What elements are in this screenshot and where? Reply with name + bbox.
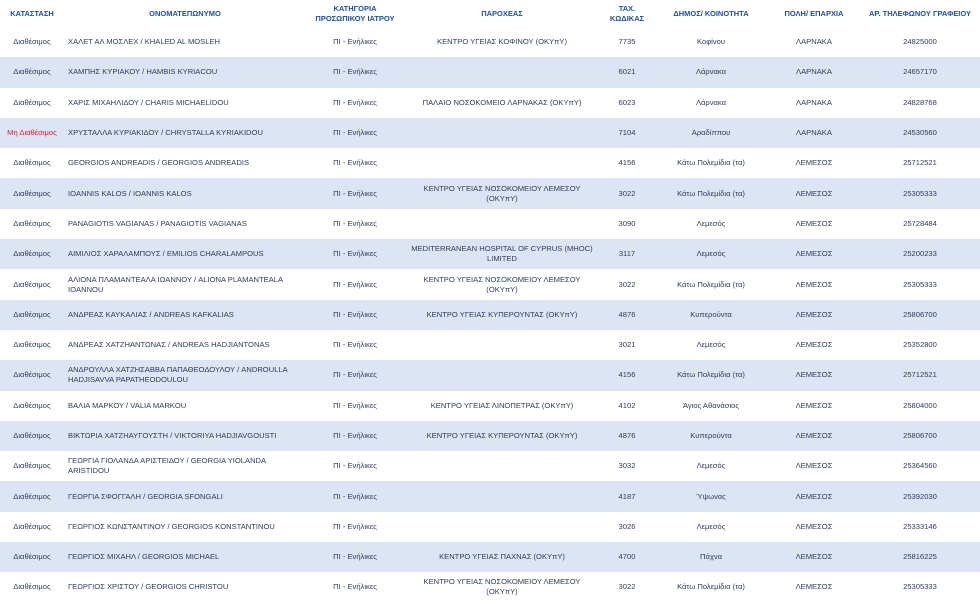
category-cell: ΠΙ - Ενήλικες bbox=[306, 178, 404, 208]
municipality-cell: Λεμεσός bbox=[696, 461, 726, 471]
postal-code-cell: 4187 bbox=[600, 481, 654, 511]
name-cell: ΑΝΔΡΕΑΣ ΚΑΥΚΑΛΙΑΣ / ANDREAS KAFKALIAS bbox=[64, 300, 306, 330]
name-cell: ΒΑΛΙΑ ΜΑΡΚΟΥ / VALIA MARKOU bbox=[68, 400, 187, 410]
postal-code-cell: 6023 bbox=[618, 97, 636, 107]
postal-code-cell: 4156 bbox=[600, 360, 654, 390]
category-cell: ΠΙ - Ενήλικες bbox=[333, 158, 377, 168]
status-cell: Διαθέσιμος bbox=[13, 582, 51, 592]
status-cell: Διαθέσιμος bbox=[0, 178, 64, 208]
phone-cell: 25305333 bbox=[860, 178, 980, 208]
postal-code-cell: 6021 bbox=[600, 57, 654, 87]
name-cell: ΑΛΙΟΝΑ ΠΛΑΜΑΝΤΕΑΛΑ ΙΩΑΝΝΟΥ / ALIONA PLAMANTEALA IOANNOU bbox=[68, 274, 283, 294]
municipality-cell: Κοφίνου bbox=[697, 37, 725, 47]
name-cell: ΧΑΛΕΤ ΑΛ ΜΟΣΛΕΧ / KHALED AL MOSLEH bbox=[68, 37, 221, 47]
provider-cell: ΚΕΝΤΡΟ ΥΓΕΙΑΣ ΝΟΣΟΚΟΜΕΙΟΥ ΛΕΜΕΣΟΥ (ΟΚΥπΥ) bbox=[423, 577, 581, 597]
table-row bbox=[0, 57, 980, 87]
category-cell: ΠΙ - Ενήλικες bbox=[306, 481, 404, 511]
city-cell: ΛΕΜΕΣΟΣ bbox=[768, 178, 860, 208]
phone-cell: 25200233 bbox=[860, 239, 980, 269]
municipality-cell: Λεμεσός bbox=[654, 239, 768, 269]
postal-code-cell: 3022 bbox=[600, 178, 654, 208]
name-cell: PANAGIOTIS VAGIANAS / PANAGIOTIS VAGIANAS bbox=[68, 218, 247, 228]
table-row bbox=[0, 27, 980, 57]
municipality-cell: Κάτω Πολεμίδια (τα) bbox=[654, 178, 768, 208]
name-cell: IOANNIS KALOS / IOANNIS KALOS bbox=[64, 178, 306, 208]
table-row bbox=[0, 118, 980, 148]
header-postal-code: ΤΑΧ. ΚΩΔΙΚΑΣ bbox=[600, 0, 654, 27]
municipality-cell: Λάρνακα bbox=[695, 97, 727, 107]
provider-cell bbox=[404, 481, 600, 511]
status-cell: Διαθέσιμος bbox=[13, 279, 51, 289]
postal-code-cell: 4700 bbox=[600, 542, 654, 572]
city-cell: ΛΕΜΕΣΟΣ bbox=[768, 300, 860, 330]
phone-cell: 24825000 bbox=[903, 37, 937, 47]
table-row bbox=[0, 360, 980, 390]
table-header-row bbox=[0, 0, 980, 27]
city-cell: ΛΕΜΕΣΟΣ bbox=[768, 542, 860, 572]
municipality-cell: Λεμεσός bbox=[696, 521, 726, 531]
municipality-cell: Κάτω Πολεμίδια (τα) bbox=[677, 279, 745, 289]
provider-cell: ΚΕΝΤΡΟ ΥΓΕΙΑΣ ΚΥΠΕΡΟΥΝΤΑΣ (ΟΚΥπΥ) bbox=[404, 300, 600, 330]
name-cell: ΒΙΚΤΩΡΙΑ ΧΑΤΖΗΑΥΓΟΥΣΤΗ / VIKTORIYA HADJIAVGOUSTI bbox=[64, 421, 306, 451]
postal-code-cell: 7735 bbox=[618, 37, 636, 47]
city-cell: ΛΑΡΝΑΚΑ bbox=[768, 57, 860, 87]
provider-cell bbox=[404, 118, 600, 148]
provider-cell bbox=[404, 148, 600, 178]
table-row bbox=[0, 451, 980, 481]
provider-cell bbox=[404, 209, 600, 239]
city-cell: ΛΕΜΕΣΟΣ bbox=[768, 360, 860, 390]
category-cell: ΠΙ - Ενήλικες bbox=[306, 542, 404, 572]
municipality-cell: Πάχνα bbox=[654, 542, 768, 572]
status-cell: Διαθέσιμος bbox=[0, 421, 64, 451]
postal-code-cell: 3090 bbox=[618, 218, 636, 228]
postal-code-cell: 4156 bbox=[618, 158, 636, 168]
name-cell: ΓΕΩΡΓΙΟΣ ΚΩΝΣΤΑΝΤΙΝΟΥ / GEORGIOS KONSTANTINOU bbox=[68, 521, 275, 531]
phone-cell: 25806700 bbox=[860, 300, 980, 330]
phone-cell: 25305333 bbox=[903, 279, 937, 289]
table-row bbox=[0, 481, 980, 511]
postal-code-cell: 4102 bbox=[618, 400, 636, 410]
provider-cell bbox=[404, 451, 600, 481]
municipality-cell: Κάτω Πολεμίδια (τα) bbox=[654, 360, 768, 390]
table-row bbox=[0, 421, 980, 451]
city-cell: ΛΕΜΕΣΟΣ bbox=[795, 218, 833, 228]
city-cell: ΛΕΜΕΣΟΣ bbox=[795, 582, 833, 592]
municipality-cell: Λεμεσός bbox=[696, 340, 726, 350]
name-cell: GEORGIOS ANDREADIS / GEORGIOS ANDREADIS bbox=[68, 158, 250, 168]
table-row bbox=[0, 88, 980, 118]
city-cell: ΛΑΡΝΑΚΑ bbox=[796, 37, 832, 47]
name-cell: ΧΑΜΠΗΣ ΚΥΡΙΑΚΟΥ / HAMBIS KYRIACOU bbox=[64, 57, 306, 87]
phone-cell: 24530560 bbox=[860, 118, 980, 148]
city-cell: ΛΕΜΕΣΟΣ bbox=[768, 239, 860, 269]
city-cell: ΛΕΜΕΣΟΣ bbox=[795, 521, 833, 531]
category-cell: ΠΙ - Ενήλικες bbox=[333, 218, 377, 228]
city-cell: ΛΕΜΕΣΟΣ bbox=[795, 279, 833, 289]
postal-code-cell: 7104 bbox=[600, 118, 654, 148]
status-cell: Διαθέσιμος bbox=[13, 218, 51, 228]
header-status: ΚΑΤΑΣΤΑΣΗ bbox=[0, 0, 64, 27]
city-cell: ΛΕΜΕΣΟΣ bbox=[795, 461, 833, 471]
table-row bbox=[0, 330, 980, 360]
status-cell: Διαθέσιμος bbox=[13, 158, 51, 168]
city-cell: ΛΕΜΕΣΟΣ bbox=[795, 340, 833, 350]
municipality-cell: Κάτω Πολεμίδια (τα) bbox=[677, 582, 745, 592]
postal-code-cell: 3117 bbox=[600, 239, 654, 269]
table-row bbox=[0, 178, 980, 208]
status-cell: Διαθέσιμος bbox=[0, 239, 64, 269]
header-category: ΚΑΤΗΓΟΡΙΑ ΠΡΟΣΩΠΙΚΟΥ ΙΑΤΡΟΥ bbox=[306, 0, 404, 27]
phone-cell: 25333146 bbox=[903, 521, 937, 531]
city-cell: ΛΕΜΕΣΟΣ bbox=[768, 481, 860, 511]
provider-cell: ΚΕΝΤΡΟ ΥΓΕΙΑΣ ΠΑΧΝΑΣ (ΟΚΥπΥ) bbox=[404, 542, 600, 572]
table-row bbox=[0, 572, 980, 602]
status-cell: Διαθέσιμος bbox=[13, 340, 51, 350]
provider-cell bbox=[404, 360, 600, 390]
postal-code-cell: 4876 bbox=[600, 421, 654, 451]
table-row bbox=[0, 512, 980, 542]
provider-cell: ΚΕΝΤΡΟ ΥΓΕΙΑΣ ΚΥΠΕΡΟΥΝΤΑΣ (ΟΚΥπΥ) bbox=[404, 421, 600, 451]
municipality-cell: Άγιος Αθανάσιος bbox=[682, 400, 740, 410]
provider-cell: ΚΕΝΤΡΟ ΥΓΕΙΑΣ ΝΟΣΟΚΟΜΕΙΟΥ ΛΕΜΕΣΟΥ (ΟΚΥπΥ) bbox=[404, 178, 600, 208]
postal-code-cell: 3026 bbox=[618, 521, 636, 531]
municipality-cell: Κυπερούντα bbox=[654, 421, 768, 451]
name-cell: ΓΕΩΡΓΙΟΣ ΜΙΧΑΗΛ / GEORGIOS MICHAEL bbox=[64, 542, 306, 572]
status-cell: Διαθέσιμος bbox=[13, 461, 51, 471]
provider-cell bbox=[404, 57, 600, 87]
provider-cell bbox=[404, 512, 600, 542]
table-row bbox=[0, 209, 980, 239]
status-cell: Διαθέσιμος bbox=[0, 542, 64, 572]
phone-cell: 24828768 bbox=[903, 97, 937, 107]
phone-cell: 24657170 bbox=[860, 57, 980, 87]
category-cell: ΠΙ - Ενήλικες bbox=[333, 582, 377, 592]
category-cell: ΠΙ - Ενήλικες bbox=[306, 421, 404, 451]
category-cell: ΠΙ - Ενήλικες bbox=[333, 279, 377, 289]
postal-code-cell: 3022 bbox=[618, 582, 636, 592]
municipality-cell: Ύψωνας bbox=[654, 481, 768, 511]
provider-cell: ΚΕΝΤΡΟ ΥΓΕΙΑΣ ΚΟΦΙΝΟΥ (ΟΚΥπΥ) bbox=[437, 37, 567, 47]
category-cell: ΠΙ - Ενήλικες bbox=[306, 300, 404, 330]
city-cell: ΛΑΡΝΑΚΑ bbox=[768, 118, 860, 148]
category-cell: ΠΙ - Ενήλικες bbox=[333, 400, 377, 410]
header-name: ΟΝΟΜΑΤΕΠΩΝΥΜΟ bbox=[64, 0, 306, 27]
phone-cell: 25816225 bbox=[860, 542, 980, 572]
name-cell: ΓΕΩΡΓΙΟΣ ΧΡΙΣΤΟΥ / GEORGIOS CHRISTOU bbox=[68, 582, 229, 592]
table-row bbox=[0, 269, 980, 299]
category-cell: ΠΙ - Ενήλικες bbox=[333, 521, 377, 531]
status-cell: Διαθέσιμος bbox=[13, 37, 51, 47]
table-body bbox=[0, 27, 980, 603]
phone-cell: 25728484 bbox=[903, 218, 937, 228]
postal-code-cell: 3021 bbox=[618, 340, 636, 350]
phone-cell: 25352800 bbox=[903, 340, 937, 350]
name-cell: ΑΙΜΙΛΙΟΣ ΧΑΡΑΛΑΜΠΟΥΣ / EMILIOS CHARALAMPOUS bbox=[64, 239, 306, 269]
city-cell: ΛΕΜΕΣΟΣ bbox=[795, 158, 833, 168]
category-cell: ΠΙ - Ενήλικες bbox=[306, 118, 404, 148]
status-cell: Διαθέσιμος bbox=[13, 97, 51, 107]
status-cell: Διαθέσιμος bbox=[13, 521, 51, 531]
municipality-cell: Κυπερούντα bbox=[654, 300, 768, 330]
phone-cell: 25712521 bbox=[903, 158, 937, 168]
provider-cell: ΠΑΛΑΙΟ ΝΟΣΟΚΟΜΕΙΟ ΛΑΡΝΑΚΑΣ (ΟΚΥπΥ) bbox=[422, 97, 582, 107]
header-phone: ΑΡ. ΤΗΛΕΦΩΝΟΥ ΓΡΑΦΕΙΟΥ bbox=[860, 0, 980, 27]
city-cell: ΛΕΜΕΣΟΣ bbox=[768, 421, 860, 451]
category-cell: ΠΙ - Ενήλικες bbox=[306, 239, 404, 269]
status-cell: Διαθέσιμος bbox=[0, 300, 64, 330]
status-cell: Διαθέσιμος bbox=[0, 481, 64, 511]
postal-code-cell: 3032 bbox=[618, 461, 636, 471]
category-cell: ΠΙ - Ενήλικες bbox=[333, 37, 377, 47]
status-cell: Διαθέσιμος bbox=[0, 360, 64, 390]
category-cell: ΠΙ - Ενήλικες bbox=[333, 340, 377, 350]
name-cell: ΑΝΔΡΕΑΣ ΧΑΤΖΗΑΝΤΩΝΑΣ / ANDREAS HADJIANTONAS bbox=[68, 340, 270, 350]
header-city: ΠΟΛΗ/ ΕΠΑΡΧΙΑ bbox=[768, 0, 860, 27]
name-cell: ΧΡΥΣΤΑΛΛΑ ΚΥΡΙΑΚΙΔΟΥ / CHRYSTALLA KYRIAKIDOU bbox=[64, 118, 306, 148]
provider-cell: ΚΕΝΤΡΟ ΥΓΕΙΑΣ ΛΙΝΟΠΕΤΡΑΣ (ΟΚΥπΥ) bbox=[430, 400, 574, 410]
municipality-cell: Λεμεσός bbox=[696, 218, 726, 228]
category-cell: ΠΙ - Ενήλικες bbox=[306, 57, 404, 87]
phone-cell: 25806700 bbox=[860, 421, 980, 451]
provider-cell bbox=[404, 330, 600, 360]
status-cell: Διαθέσιμος bbox=[0, 57, 64, 87]
phone-cell: 25804000 bbox=[903, 400, 937, 410]
provider-cell: ΚΕΝΤΡΟ ΥΓΕΙΑΣ ΝΟΣΟΚΟΜΕΙΟΥ ΛΕΜΕΣΟΥ (ΟΚΥπΥ) bbox=[423, 274, 581, 294]
category-cell: ΠΙ - Ενήλικες bbox=[306, 360, 404, 390]
table-row bbox=[0, 148, 980, 178]
status-cell: Διαθέσιμος bbox=[13, 400, 51, 410]
postal-code-cell: 3022 bbox=[618, 279, 636, 289]
table-row bbox=[0, 300, 980, 330]
header-municipality: ΔΗΜΟΣ/ ΚΟΙΝΟΤΗΤΑ bbox=[654, 0, 768, 27]
municipality-cell: Λάρνακα bbox=[654, 57, 768, 87]
name-cell: ΓΕΩΡΓΙΑ ΣΦΟΓΓΑΛΗ / GEORGIA SFONGALI bbox=[64, 481, 306, 511]
phone-cell: 25712521 bbox=[860, 360, 980, 390]
category-cell: ΠΙ - Ενήλικες bbox=[333, 97, 377, 107]
table-row bbox=[0, 239, 980, 269]
phone-cell: 25305333 bbox=[903, 582, 937, 592]
name-cell: ΑΝΔΡΟΥΛΛΑ ΧΑΤΖΗΣΑΒΒΑ ΠΑΠΑΘΕΟΔΟΥΛΟΥ / ANDROULLA HADJISAVVA PAPATHEODOULOU bbox=[64, 360, 306, 390]
table-row bbox=[0, 391, 980, 421]
provider-cell: MEDITERRANEAN HOSPITAL OF CYPRUS (MHOC) LIMITED bbox=[404, 239, 600, 269]
name-cell: ΧΑΡΙΣ ΜΙΧΑΗΛΙΔΟΥ / CHARIS MICHAELIDOU bbox=[68, 97, 229, 107]
status-cell: Μη Διαθέσιμος bbox=[0, 118, 64, 148]
header-provider: ΠΑΡΟΧΕΑΣ bbox=[404, 0, 600, 27]
city-cell: ΛΑΡΝΑΚΑ bbox=[796, 97, 832, 107]
city-cell: ΛΕΜΕΣΟΣ bbox=[795, 400, 833, 410]
table-row bbox=[0, 542, 980, 572]
phone-cell: 25364560 bbox=[903, 461, 937, 471]
name-cell: ΓΕΩΡΓΙΑ ΓΙΟΛΑΝΔΑ ΑΡΙΣΤΕΙΔΟΥ / GEORGIA YIOLANDA ARISTIDOU bbox=[68, 456, 266, 476]
municipality-cell: Κάτω Πολεμίδια (τα) bbox=[677, 158, 745, 168]
phone-cell: 25392030 bbox=[860, 481, 980, 511]
category-cell: ΠΙ - Ενήλικες bbox=[333, 461, 377, 471]
municipality-cell: Αραδίππου bbox=[654, 118, 768, 148]
postal-code-cell: 4876 bbox=[600, 300, 654, 330]
